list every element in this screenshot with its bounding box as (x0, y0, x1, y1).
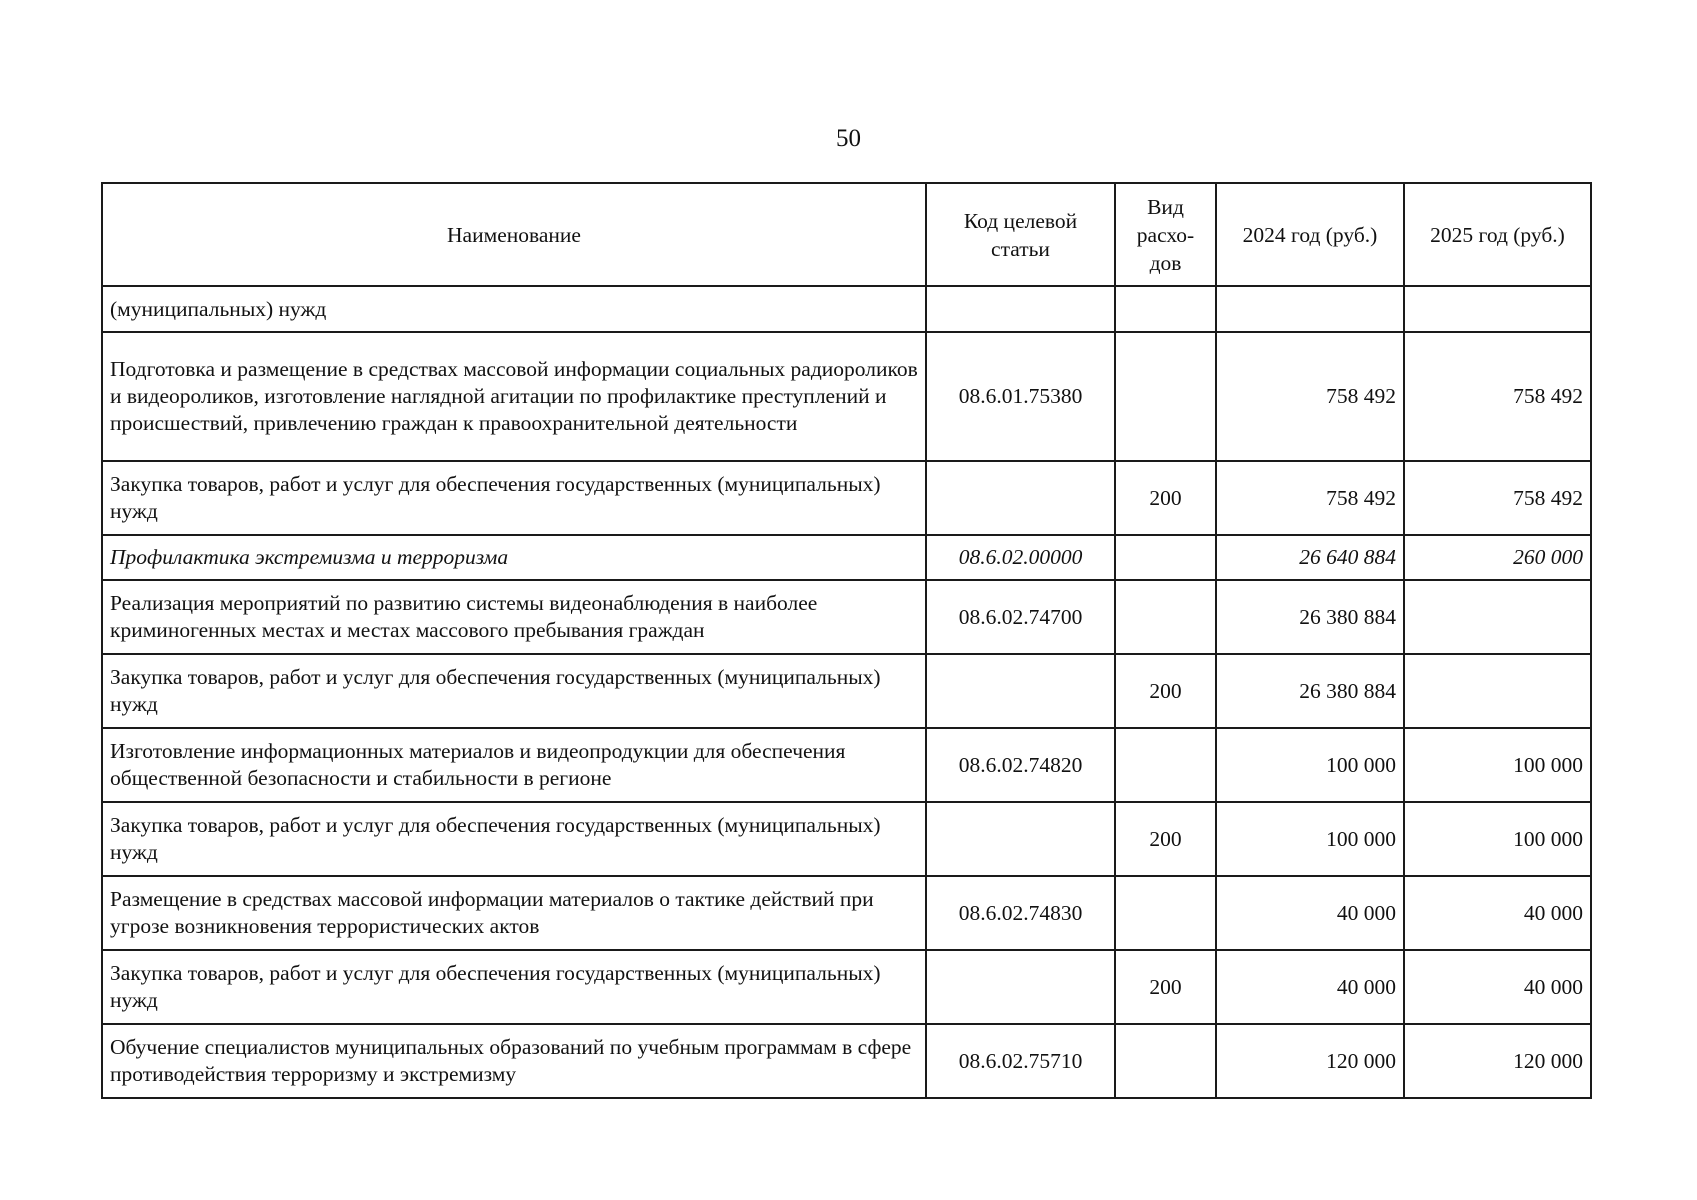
table-row (102, 728, 1591, 802)
cell-2024: 26 640 884 (1216, 535, 1404, 580)
cell-2025: 100 000 (1404, 802, 1591, 876)
cell-2025: 40 000 (1404, 876, 1591, 950)
cell-code (926, 950, 1115, 1024)
table-row (102, 332, 1591, 461)
cell-type (1115, 535, 1216, 580)
cell-2025: 758 492 (1404, 461, 1591, 535)
cell-2024 (1216, 286, 1404, 332)
table-row (102, 654, 1591, 728)
table-row (102, 876, 1591, 950)
cell-name: Закупка товаров, работ и услуг для обеспечения государственных (муниципальных) нужд (102, 654, 926, 728)
cell-name: Закупка товаров, работ и услуг для обеспечения государственных (муниципальных) нужд (102, 461, 926, 535)
cell-2025: 758 492 (1404, 332, 1591, 461)
cell-type (1115, 332, 1216, 461)
table-row-section (102, 535, 1591, 580)
cell-code (926, 654, 1115, 728)
cell-name: Изготовление информационных материалов и видеопродукции для обеспечения общественной безопасности и стабильности в регионе (102, 728, 926, 802)
cell-type: 200 (1115, 654, 1216, 728)
cell-2024: 758 492 (1216, 332, 1404, 461)
cell-2025 (1404, 580, 1591, 654)
cell-2024: 100 000 (1216, 802, 1404, 876)
cell-2025 (1404, 286, 1591, 332)
table-row (102, 950, 1591, 1024)
table-row (102, 1024, 1591, 1098)
cell-type: 200 (1115, 802, 1216, 876)
cell-code: 08.6.02.74700 (926, 580, 1115, 654)
cell-2024: 40 000 (1216, 876, 1404, 950)
cell-name: Реализация мероприятий по развитию системы видеонаблюдения в наиболее криминогенных местах и местах массового пребывания граждан (102, 580, 926, 654)
cell-name: Размещение в средствах массовой информации материалов о тактике действий при угрозе возникновения террористических актов (102, 876, 926, 950)
cell-2025: 120 000 (1404, 1024, 1591, 1098)
table-header-row (102, 183, 1591, 286)
cell-code (926, 461, 1115, 535)
budget-table (101, 182, 1592, 1099)
cell-2024: 120 000 (1216, 1024, 1404, 1098)
cell-2025: 100 000 (1404, 728, 1591, 802)
cell-code (926, 286, 1115, 332)
cell-code: 08.6.02.00000 (926, 535, 1115, 580)
cell-2024: 40 000 (1216, 950, 1404, 1024)
cell-code: 08.6.02.74820 (926, 728, 1115, 802)
table-row (102, 802, 1591, 876)
cell-code: 08.6.02.74830 (926, 876, 1115, 950)
cell-type (1115, 728, 1216, 802)
header-name: Наименование (102, 183, 926, 286)
cell-2024: 26 380 884 (1216, 580, 1404, 654)
table-row (102, 461, 1591, 535)
cell-2025: 40 000 (1404, 950, 1591, 1024)
cell-name: (муниципальных) нужд (102, 286, 926, 332)
cell-code (926, 802, 1115, 876)
header-type (1115, 183, 1216, 286)
cell-name: Подготовка и размещение в средствах массовой информации социальных радиороликов и видеороликов, изготовление наглядной агитации по профилактике преступлений и происшествий, привлечению граждан к правоохранительной деятельности (102, 332, 926, 461)
table-row (102, 580, 1591, 654)
cell-2025 (1404, 654, 1591, 728)
cell-type (1115, 286, 1216, 332)
cell-name: Профилактика экстремизма и терроризма (102, 535, 926, 580)
cell-type (1115, 580, 1216, 654)
cell-type (1115, 1024, 1216, 1098)
header-code (926, 183, 1115, 286)
table-row (102, 286, 1591, 332)
cell-code: 08.6.02.75710 (926, 1024, 1115, 1098)
cell-name: Закупка товаров, работ и услуг для обеспечения государственных (муниципальных) нужд (102, 802, 926, 876)
cell-2024: 100 000 (1216, 728, 1404, 802)
page-number: 50 (836, 125, 861, 152)
header-2025-label: 2025 год (руб.) (1430, 222, 1565, 247)
cell-type: 200 (1115, 950, 1216, 1024)
header-2025 (1404, 183, 1591, 286)
cell-2024: 26 380 884 (1216, 654, 1404, 728)
header-type-label: Вид расхо-дов (1136, 194, 1195, 275)
header-2024 (1216, 183, 1404, 286)
cell-2025: 260 000 (1404, 535, 1591, 580)
header-2024-label: 2024 год (руб.) (1242, 222, 1378, 247)
cell-name: Закупка товаров, работ и услуг для обеспечения государственных (муниципальных) нужд (102, 950, 926, 1024)
cell-2024: 758 492 (1216, 461, 1404, 535)
cell-name: Обучение специалистов муниципальных образований по учебным программам в сфере противодействия терроризму и экстремизму (102, 1024, 926, 1098)
cell-type (1115, 876, 1216, 950)
cell-type: 200 (1115, 461, 1216, 535)
cell-code: 08.6.01.75380 (926, 332, 1115, 461)
header-code-label: Код целевой статьи (963, 208, 1078, 261)
